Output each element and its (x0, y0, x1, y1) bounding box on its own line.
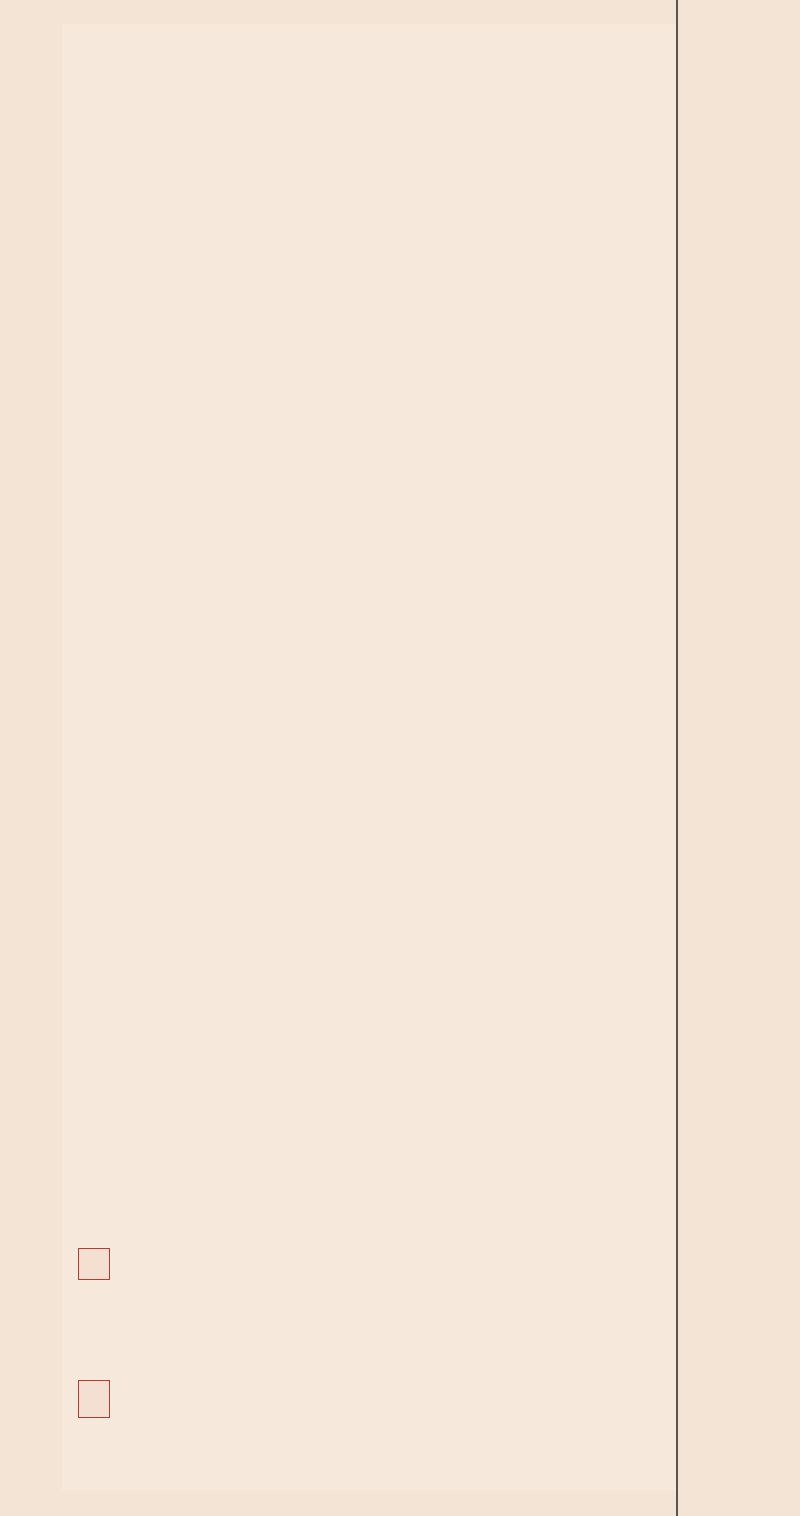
seal-top (78, 1248, 110, 1280)
mounting-edge-line (676, 0, 678, 1516)
calligraphy-panel (62, 24, 676, 1490)
seal-bottom (78, 1380, 110, 1418)
